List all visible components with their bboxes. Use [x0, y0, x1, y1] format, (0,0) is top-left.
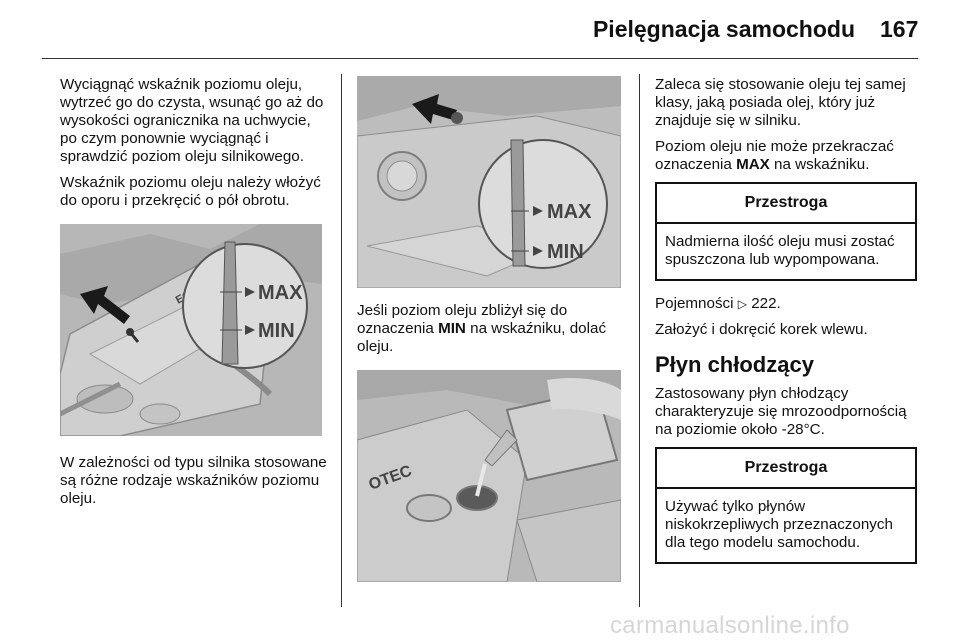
dipstick-detail-circle: [183, 244, 307, 368]
caution-box-coolant: [655, 447, 917, 564]
column-left: [60, 76, 330, 516]
dipstick-icon-2: [511, 140, 525, 266]
paragraph-max-level: Poziom oleju nie może przekraczać oznaczenia MAX na wskaźniku.: [655, 138, 894, 173]
dipstick-max-label: MAX: [258, 282, 303, 304]
page-title: Pielęgnacja samochodu: [592, 16, 855, 42]
watermark: carmanualsonline.info: [610, 612, 850, 639]
engine-cover-text-2: OTEC: [366, 462, 415, 494]
figure-dipstick-engine-2: [357, 76, 621, 288]
dipstick-icon: [222, 242, 238, 364]
figure-oil-pouring: [357, 370, 621, 582]
column-divider-2: [639, 74, 640, 607]
paragraph-dipstick-types: W zależności od typu silnika stosowane są różne rodzaje wskaźników poziomu oleju.: [60, 454, 327, 507]
paragraph-refit-cap: Założyć i dokręcić korek wlewu.: [655, 321, 868, 338]
reference-arrow-icon: ▷: [737, 297, 747, 311]
column-middle: [357, 76, 625, 582]
paragraph-oil-grade: Zaleca się stosowanie oleju tej samej klasy, jaką posiada olej, który już znajduje się w silniku.: [655, 76, 906, 129]
caution-body: Nadmierna ilość oleju musi zostać spuszczona lub wypompowana.: [665, 233, 895, 268]
column-right: [655, 76, 923, 578]
header-divider: [42, 58, 918, 59]
column-divider-1: [341, 74, 342, 607]
caution-box-oil: [655, 182, 917, 281]
dipstick-max-label-2: MAX: [547, 201, 592, 223]
dipstick-min-label: MIN: [258, 320, 295, 342]
figure-dipstick-engine-1: [60, 224, 322, 436]
oil-pouring-illustration: [357, 370, 621, 582]
paragraph-capacities[interactable]: Pojemności ▷ 222.: [655, 295, 781, 312]
dipstick-min-label-2: MIN: [547, 241, 584, 263]
engine-illustration-1: [60, 224, 322, 436]
engine-illustration-2: [357, 76, 621, 288]
paragraph-dipstick-check: Wyciągnąć wskaźnik poziomu oleju, wytrzeć go do czysta, wsunąć go aż do wysokości ogranicznika na uchwycie, po czym ponownie wyciągnąć i sprawdzić poziom oleju silnikowego.: [60, 76, 324, 165]
caution-title: Przestroga: [657, 184, 915, 224]
paragraph-coolant: Zastosowany płyn chłodzący charakteryzuje się mrozoodpornością na poziomie około -28°C.: [655, 385, 907, 438]
paragraph-add-oil: Jeśli poziom oleju zbliżył się do oznaczenia MIN na wskaźniku, dolać oleju.: [357, 302, 607, 355]
caution-body-2: Używać tylko płynów niskokrzepliwych przeznaczonych dla tego modelu samochodu.: [665, 498, 893, 551]
paragraph-dipstick-insert: Wskaźnik poziomu oleju należy włożyć do oporu i przekręcić o pół obrotu.: [60, 174, 321, 209]
caution-title-2: Przestroga: [657, 449, 915, 489]
section-heading-coolant: Płyn chłodzący: [655, 352, 814, 377]
page-number: 167: [880, 16, 919, 42]
